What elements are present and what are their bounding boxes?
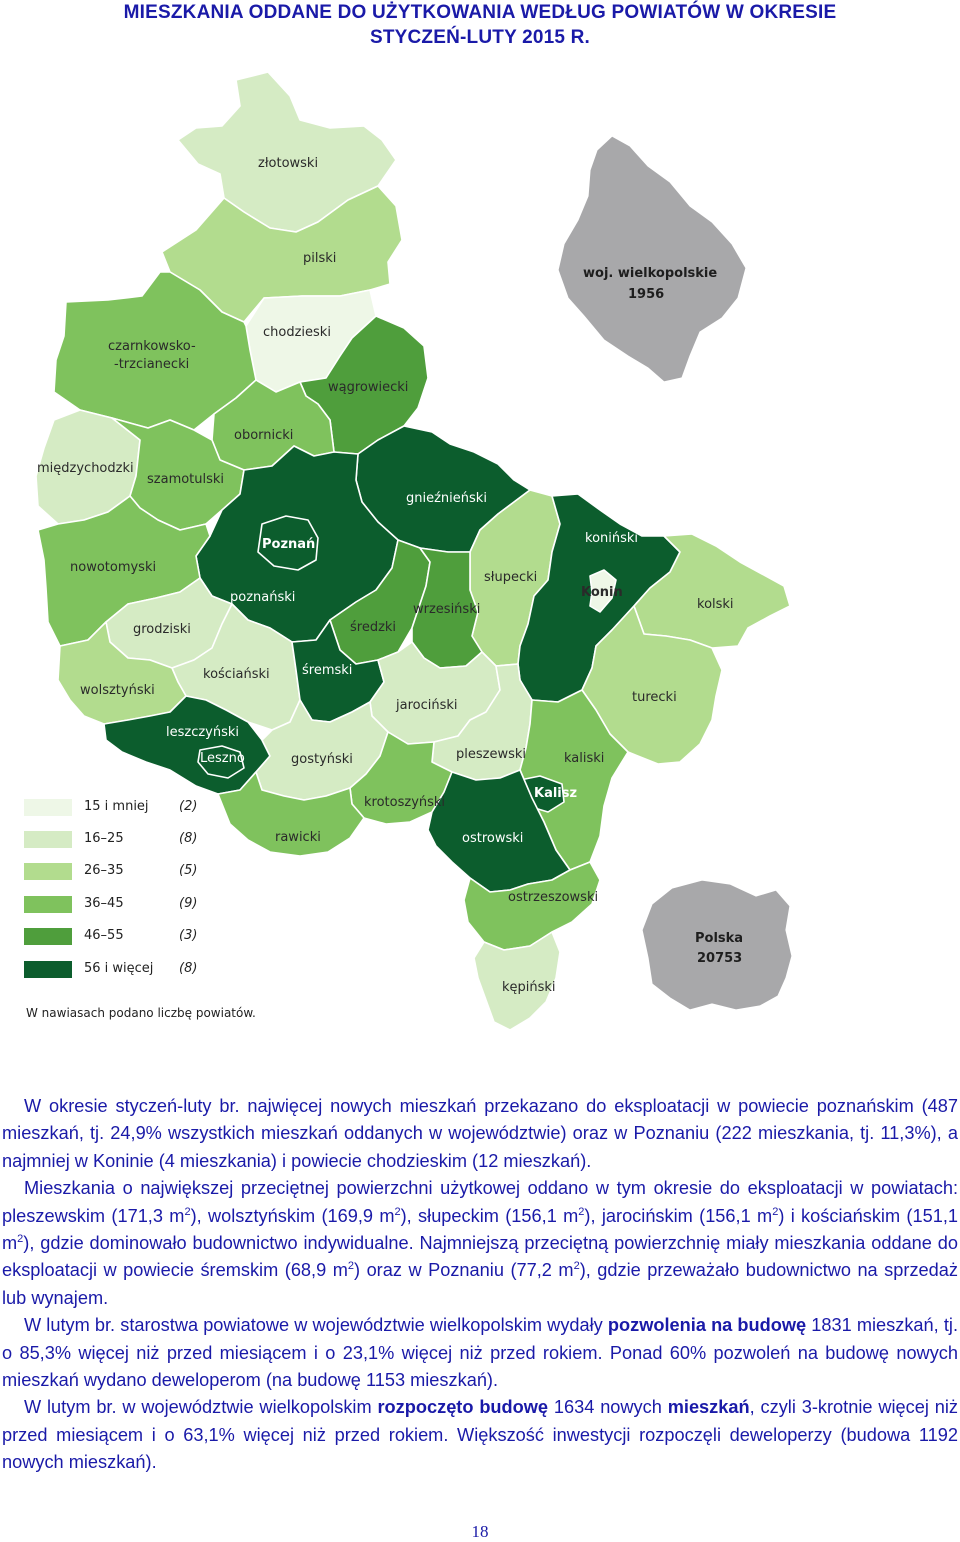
sup-2: 2 bbox=[17, 1232, 24, 1245]
label-pilski: pilski bbox=[303, 251, 337, 266]
legend-count: (8) bbox=[179, 961, 198, 976]
p3-bold-term: pozwolenia na budowę bbox=[607, 1315, 807, 1336]
sup-2: 2 bbox=[772, 1205, 779, 1218]
p3-text-c: 1831 mieszkań, tj. o 85,3% więcej niż przed miesiącem i o 23,1% więcej niż przed rokiem. Ponad 60% pozwoleń na budowę nowych mieszkań wydano deweloperom (na budowę 1153 mieszkań). bbox=[2, 1315, 958, 1391]
label-konin: Konin bbox=[581, 585, 623, 600]
legend-note: W nawiasach podano liczbę powiatów. bbox=[26, 1006, 256, 1020]
legend-swatch bbox=[24, 863, 72, 880]
paragraph-1 bbox=[2, 1093, 958, 1175]
paragraph-2 bbox=[2, 1175, 958, 1312]
label-kalisz: Kalisz bbox=[534, 786, 578, 801]
p2-text-f: ), gdzie dominowało budownictwo indywidualne. Najmniejszą przeciętną powierzchnię miały mieszkania oddane do eksploatacji w powiecie śremskim (68,9 m bbox=[2, 1233, 958, 1281]
sup-2: 2 bbox=[394, 1205, 401, 1218]
label-grodziski: grodziski bbox=[133, 622, 191, 637]
label-jarocinski: jarociński bbox=[396, 698, 458, 713]
legend-range: 56 i więcej bbox=[84, 961, 154, 976]
label-kepinski: kępiński bbox=[502, 980, 556, 995]
label-ostrowski: ostrowski bbox=[462, 831, 524, 846]
sup-2: 2 bbox=[184, 1205, 191, 1218]
label-kaliski: kaliski bbox=[564, 751, 605, 766]
label-koscianski: kościański bbox=[203, 667, 270, 682]
body-text bbox=[2, 1093, 958, 1477]
p4-bold-term: rozpoczęto budowę bbox=[377, 1397, 549, 1418]
p2-text-b: ), wolsztyńskim (169,9 m bbox=[190, 1205, 395, 1226]
p2-text-c: ), słupeckim (156,1 m bbox=[400, 1205, 579, 1226]
label-nowotomyski: nowotomyski bbox=[70, 560, 157, 575]
country-inset bbox=[642, 880, 792, 1010]
legend-range: 26–35 bbox=[84, 863, 124, 878]
label-obornicki: obornicki bbox=[234, 428, 294, 443]
region-inset-name: woj. wielkopolskie bbox=[583, 266, 718, 281]
page-title bbox=[0, 0, 960, 50]
label-czarnkowsko-1: czarnkowsko- bbox=[108, 339, 196, 354]
label-wagrowiecki: wągrowiecki bbox=[328, 380, 409, 395]
legend-swatch bbox=[24, 928, 72, 945]
paragraph-3 bbox=[2, 1312, 958, 1394]
legend-count: (3) bbox=[179, 928, 198, 943]
district-map bbox=[0, 62, 960, 1047]
label-ostrzeszowski: ostrzeszowski bbox=[508, 890, 599, 905]
label-gnieznienski: gnieźnieński bbox=[406, 491, 487, 506]
title-line-2: STYCZEŃ-LUTY 2015 R. bbox=[369, 27, 591, 48]
legend-range: 46–55 bbox=[84, 928, 124, 943]
label-chodzieski: chodzieski bbox=[263, 325, 331, 340]
p4-bold-term-2: mieszkań bbox=[667, 1397, 750, 1418]
label-wrzesinski: wrzesiński bbox=[413, 602, 481, 617]
legend-count: (8) bbox=[179, 831, 198, 846]
label-sredzki: średzki bbox=[350, 620, 397, 635]
p4-text-a: W lutym br. w województwie wielkopolskim bbox=[24, 1397, 378, 1418]
label-krotoszynski: krotoszyński bbox=[364, 795, 446, 810]
legend-range: 15 i mniej bbox=[84, 799, 149, 814]
label-kolski: kolski bbox=[697, 597, 734, 612]
legend-range: 16–25 bbox=[84, 831, 124, 846]
label-czarnkowsko-2: -trzcianecki bbox=[114, 357, 190, 372]
legend-swatch bbox=[24, 831, 72, 848]
sup-2: 2 bbox=[347, 1260, 354, 1273]
p3-text-a: W lutym br. starostwa powiatowe w województwie wielkopolskim wydały bbox=[24, 1315, 608, 1336]
legend-count: (5) bbox=[179, 863, 198, 878]
label-slupecki: słupecki bbox=[484, 570, 538, 585]
label-turecki: turecki bbox=[632, 690, 677, 705]
region-inset bbox=[558, 136, 746, 382]
p2-text-h: ), gdzie przeważało budownictwo na sprzedaż lub wynajem. bbox=[2, 1260, 958, 1308]
label-sremski: śremski bbox=[302, 663, 353, 678]
sup-2: 2 bbox=[578, 1205, 585, 1218]
label-poznanski: poznański bbox=[230, 590, 296, 605]
label-gostynski: gostyński bbox=[291, 752, 353, 767]
label-leszczynski: leszczyński bbox=[166, 725, 240, 740]
p1-text: W okresie styczeń-luty br. najwięcej nowych mieszkań przekazano do eksploatacji w powiecie poznańskim (487 mieszkań, tj. 24,9% wszystkich mieszkań oddanych w województwie) oraz w Poznaniu (222 mieszkania, tj. 11,3%), a najmniej w Koninie (4 mieszkania) i powiecie chodzieskim (12 mieszkań). bbox=[2, 1096, 958, 1171]
label-poznan: Poznań bbox=[262, 537, 316, 552]
p2-text-a: Mieszkania o największej przeciętnej powierzchni użytkowej oddano w tym okresie do eksploatacji w powiatach: pleszewskim (171,3 m bbox=[2, 1178, 958, 1226]
label-leszno: Leszno bbox=[200, 751, 245, 766]
region-inset-value: 1956 bbox=[628, 287, 665, 302]
p2-text-g: ) oraz w Poznaniu (77,2 m bbox=[354, 1260, 574, 1281]
p4-text-e: , czyli 3-krotnie więcej niż przed miesiącem i o 63,1% więcej niż przed rokiem. Większość inwestycji rozpoczęli deweloperzy (budowa 1192 nowych mieszkań). bbox=[2, 1397, 958, 1473]
label-rawicki: rawicki bbox=[275, 830, 321, 845]
label-zlotowski: złotowski bbox=[258, 156, 319, 171]
country-inset-name: Polska bbox=[695, 931, 744, 946]
page-number: 18 bbox=[471, 1522, 489, 1541]
sup-2: 2 bbox=[573, 1260, 580, 1273]
paragraph-4 bbox=[2, 1394, 958, 1476]
legend-count: (2) bbox=[179, 799, 198, 814]
label-koninski: koniński bbox=[585, 531, 639, 546]
title-line-1: MIESZKANIA ODDANE DO UŻYTKOWANIA WEDŁUG POWIATÓW W OKRESIE bbox=[123, 2, 837, 23]
legend-range: 36–45 bbox=[84, 896, 124, 911]
country-inset-value: 20753 bbox=[697, 951, 743, 966]
legend-swatch bbox=[24, 961, 72, 978]
p2-text-d: ), jarocińskim (156,1 m bbox=[584, 1205, 773, 1226]
legend-swatch bbox=[24, 799, 72, 816]
region-inset-shape bbox=[558, 136, 746, 382]
legend-count: (9) bbox=[179, 896, 198, 911]
label-miedzychodzki: międzychodzki bbox=[37, 461, 134, 476]
p2-text-e: ) i kościańskim (151,1 m bbox=[2, 1205, 958, 1254]
label-wolsztynski: wolsztyński bbox=[80, 683, 155, 698]
p4-text-c: 1634 nowych bbox=[548, 1397, 668, 1418]
label-szamotulski: szamotulski bbox=[147, 472, 225, 487]
legend-swatch bbox=[24, 896, 72, 913]
label-pleszewski: pleszewski bbox=[456, 747, 527, 762]
